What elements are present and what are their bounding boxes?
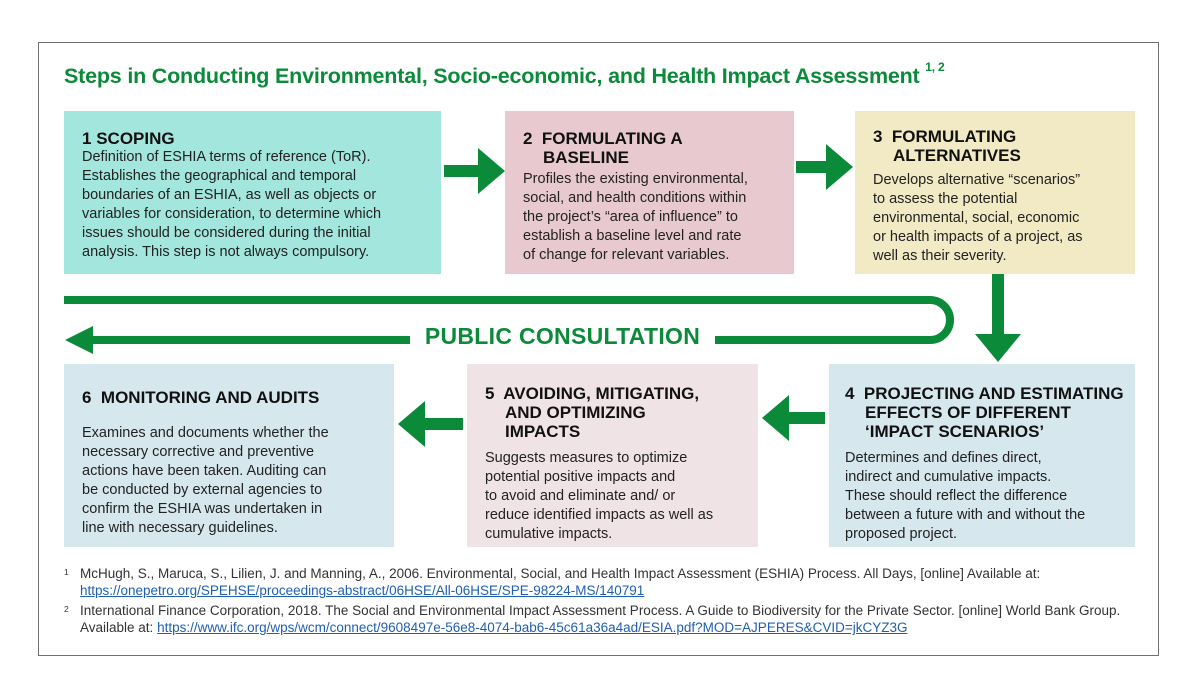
step-4-body-line: These should reflect the difference bbox=[845, 488, 1068, 504]
arrow-step2-to-step3 bbox=[796, 144, 853, 190]
step-3-body-line: Develops alternative “scenarios” bbox=[873, 172, 1081, 188]
step-2-box bbox=[505, 111, 794, 274]
step-5-number: 5 bbox=[485, 384, 495, 403]
step-3-heading bbox=[873, 127, 1119, 165]
step-2-body-line: social, and health conditions within bbox=[523, 190, 747, 206]
arrow-step4-to-step5 bbox=[762, 395, 825, 441]
step-6-body-line: confirm the ESHIA was undertaken in bbox=[82, 501, 323, 517]
step-3-heading-line-2: ALTERNATIVES bbox=[893, 146, 1021, 165]
step-4-body-line: proposed project. bbox=[845, 526, 958, 542]
step-1-body-line: Definition of ESHIA terms of reference (ToR). bbox=[82, 149, 371, 165]
reference-1-text: McHugh, S., Maruca, S., Lilien, J. and Manning, A., 2006. Environmental, Social, and Health Impact Assessment (ESHIA) Process. All Days, [online] Available at: bbox=[80, 566, 1041, 581]
step-3-number: 3 bbox=[873, 127, 883, 146]
public-consultation-label: PUBLIC CONSULTATION bbox=[410, 323, 715, 350]
step-3-box bbox=[855, 111, 1135, 274]
reference-2 bbox=[64, 602, 1149, 636]
step-4-heading-line-3: ‘IMPACT SCENARIOS’ bbox=[865, 422, 1045, 441]
reference-1-link[interactable]: https://onepetro.org/SPEHSE/proceedings-abstract/06HSE/All-06HSE/SPE-98224-MS/140791 bbox=[80, 583, 645, 598]
step-4-heading-line-1: PROJECTING AND ESTIMATING bbox=[863, 384, 1124, 403]
reference-1-mark: 1 bbox=[64, 567, 69, 577]
step-1-body-line: boundaries of an ESHIA, as well as objects or bbox=[82, 187, 377, 203]
step-5-heading bbox=[485, 384, 748, 441]
title-footnote-marks: 1, 2 bbox=[925, 60, 945, 74]
step-4-body bbox=[845, 449, 1125, 544]
step-1-body-line: analysis. This step is not always compulsory. bbox=[82, 244, 370, 260]
step-2-body-line: establish a baseline level and rate bbox=[523, 228, 742, 244]
step-2-body bbox=[523, 170, 778, 265]
arrow-step1-to-step2 bbox=[444, 148, 505, 194]
step-1-body bbox=[82, 148, 423, 262]
step-2-body-line: Profiles the existing environmental, bbox=[523, 171, 748, 187]
step-2-heading-line-2: BASELINE bbox=[543, 148, 629, 167]
reference-2-text: International Finance Corporation, 2018. The Social and Environmental Impact Assessment Process. A Guide to Biodiversity for the Private Sector. [online] World Bank Group. Available at: bbox=[80, 603, 1121, 635]
step-5-box bbox=[467, 364, 758, 547]
step-1-number: 1 bbox=[82, 129, 92, 148]
arrow-step3-to-step4 bbox=[975, 274, 1021, 362]
step-2-heading bbox=[523, 129, 778, 167]
step-6-heading bbox=[82, 388, 378, 407]
step-6-body-line: line with necessary guidelines. bbox=[82, 520, 278, 536]
step-2-body-line: of change for relevant variables. bbox=[523, 247, 730, 263]
step-5-body-line: to avoid and eliminate and/ or bbox=[485, 488, 676, 504]
reference-2-link[interactable]: https://www.ifc.org/wps/wcm/connect/9608497e-56e8-4074-bab6-45c61a36a4ad/ESIA.pdf?MOD=AJPERES&CVID=jkCYZ3G bbox=[157, 620, 908, 635]
step-4-heading bbox=[845, 384, 1125, 441]
step-5-body bbox=[485, 449, 748, 544]
step-2-body-line: the project’s “area of influence” to bbox=[523, 209, 738, 225]
step-3-body-line: environmental, social, economic bbox=[873, 210, 1080, 226]
step-6-body-line: actions have been taken. Auditing can bbox=[82, 463, 327, 479]
step-4-body-line: Determines and defines direct, bbox=[845, 450, 1042, 466]
step-5-body-line: cumulative impacts. bbox=[485, 526, 613, 542]
step-6-body-line: Examines and documents whether the bbox=[82, 425, 329, 441]
step-5-heading-line-3: IMPACTS bbox=[505, 422, 581, 441]
step-3-heading-line-1: FORMULATING bbox=[891, 127, 1017, 146]
step-3-body-line: to assess the potential bbox=[873, 191, 1018, 207]
step-5-body-line: reduce identified impacts as well as bbox=[485, 507, 714, 523]
step-2-heading-line-1: FORMULATING A bbox=[541, 129, 683, 148]
step-6-body-line: necessary corrective and preventive bbox=[82, 444, 315, 460]
step-4-body-line: between a future with and without the bbox=[845, 507, 1086, 523]
step-4-heading-line-2: EFFECTS OF DIFFERENT bbox=[865, 403, 1071, 422]
step-6-number: 6 bbox=[82, 388, 92, 407]
title-text: Steps in Conducting Environmental, Socio-economic, and Health Impact Assessment bbox=[64, 64, 920, 89]
step-5-body-line: potential positive impacts and bbox=[485, 469, 676, 485]
step-5-heading-line-1: AVOIDING, MITIGATING, bbox=[503, 384, 700, 403]
step-1-heading bbox=[82, 129, 423, 148]
references bbox=[64, 565, 1149, 639]
step-6-heading-line-1: MONITORING AND AUDITS bbox=[100, 388, 320, 407]
step-3-body bbox=[873, 171, 1119, 266]
step-4-box bbox=[829, 364, 1135, 547]
step-6-box bbox=[64, 364, 394, 547]
step-6-body bbox=[82, 424, 378, 538]
step-1-heading-line-1: SCOPING bbox=[96, 129, 175, 148]
step-5-body-line: Suggests measures to optimize bbox=[485, 450, 688, 466]
reference-1 bbox=[64, 565, 1149, 599]
step-1-body-line: issues should be considered during the initial bbox=[82, 225, 371, 241]
step-3-body-line: or health impacts of a project, as bbox=[873, 229, 1083, 245]
arrow-step5-to-step6 bbox=[398, 401, 463, 447]
step-3-body-line: well as their severity. bbox=[873, 248, 1007, 264]
step-1-box bbox=[64, 111, 441, 274]
step-4-body-line: indirect and cumulative impacts. bbox=[845, 469, 1052, 485]
step-6-body-line: be conducted by external agencies to bbox=[82, 482, 323, 498]
step-5-heading-line-2: AND OPTIMIZING bbox=[505, 403, 646, 422]
step-2-number: 2 bbox=[523, 129, 533, 148]
reference-2-mark: 2 bbox=[64, 604, 69, 614]
step-1-body-line: variables for consideration, to determine which bbox=[82, 206, 382, 222]
step-1-body-line: Establishes the geographical and temporal bbox=[82, 168, 357, 184]
step-4-number: 4 bbox=[845, 384, 855, 403]
